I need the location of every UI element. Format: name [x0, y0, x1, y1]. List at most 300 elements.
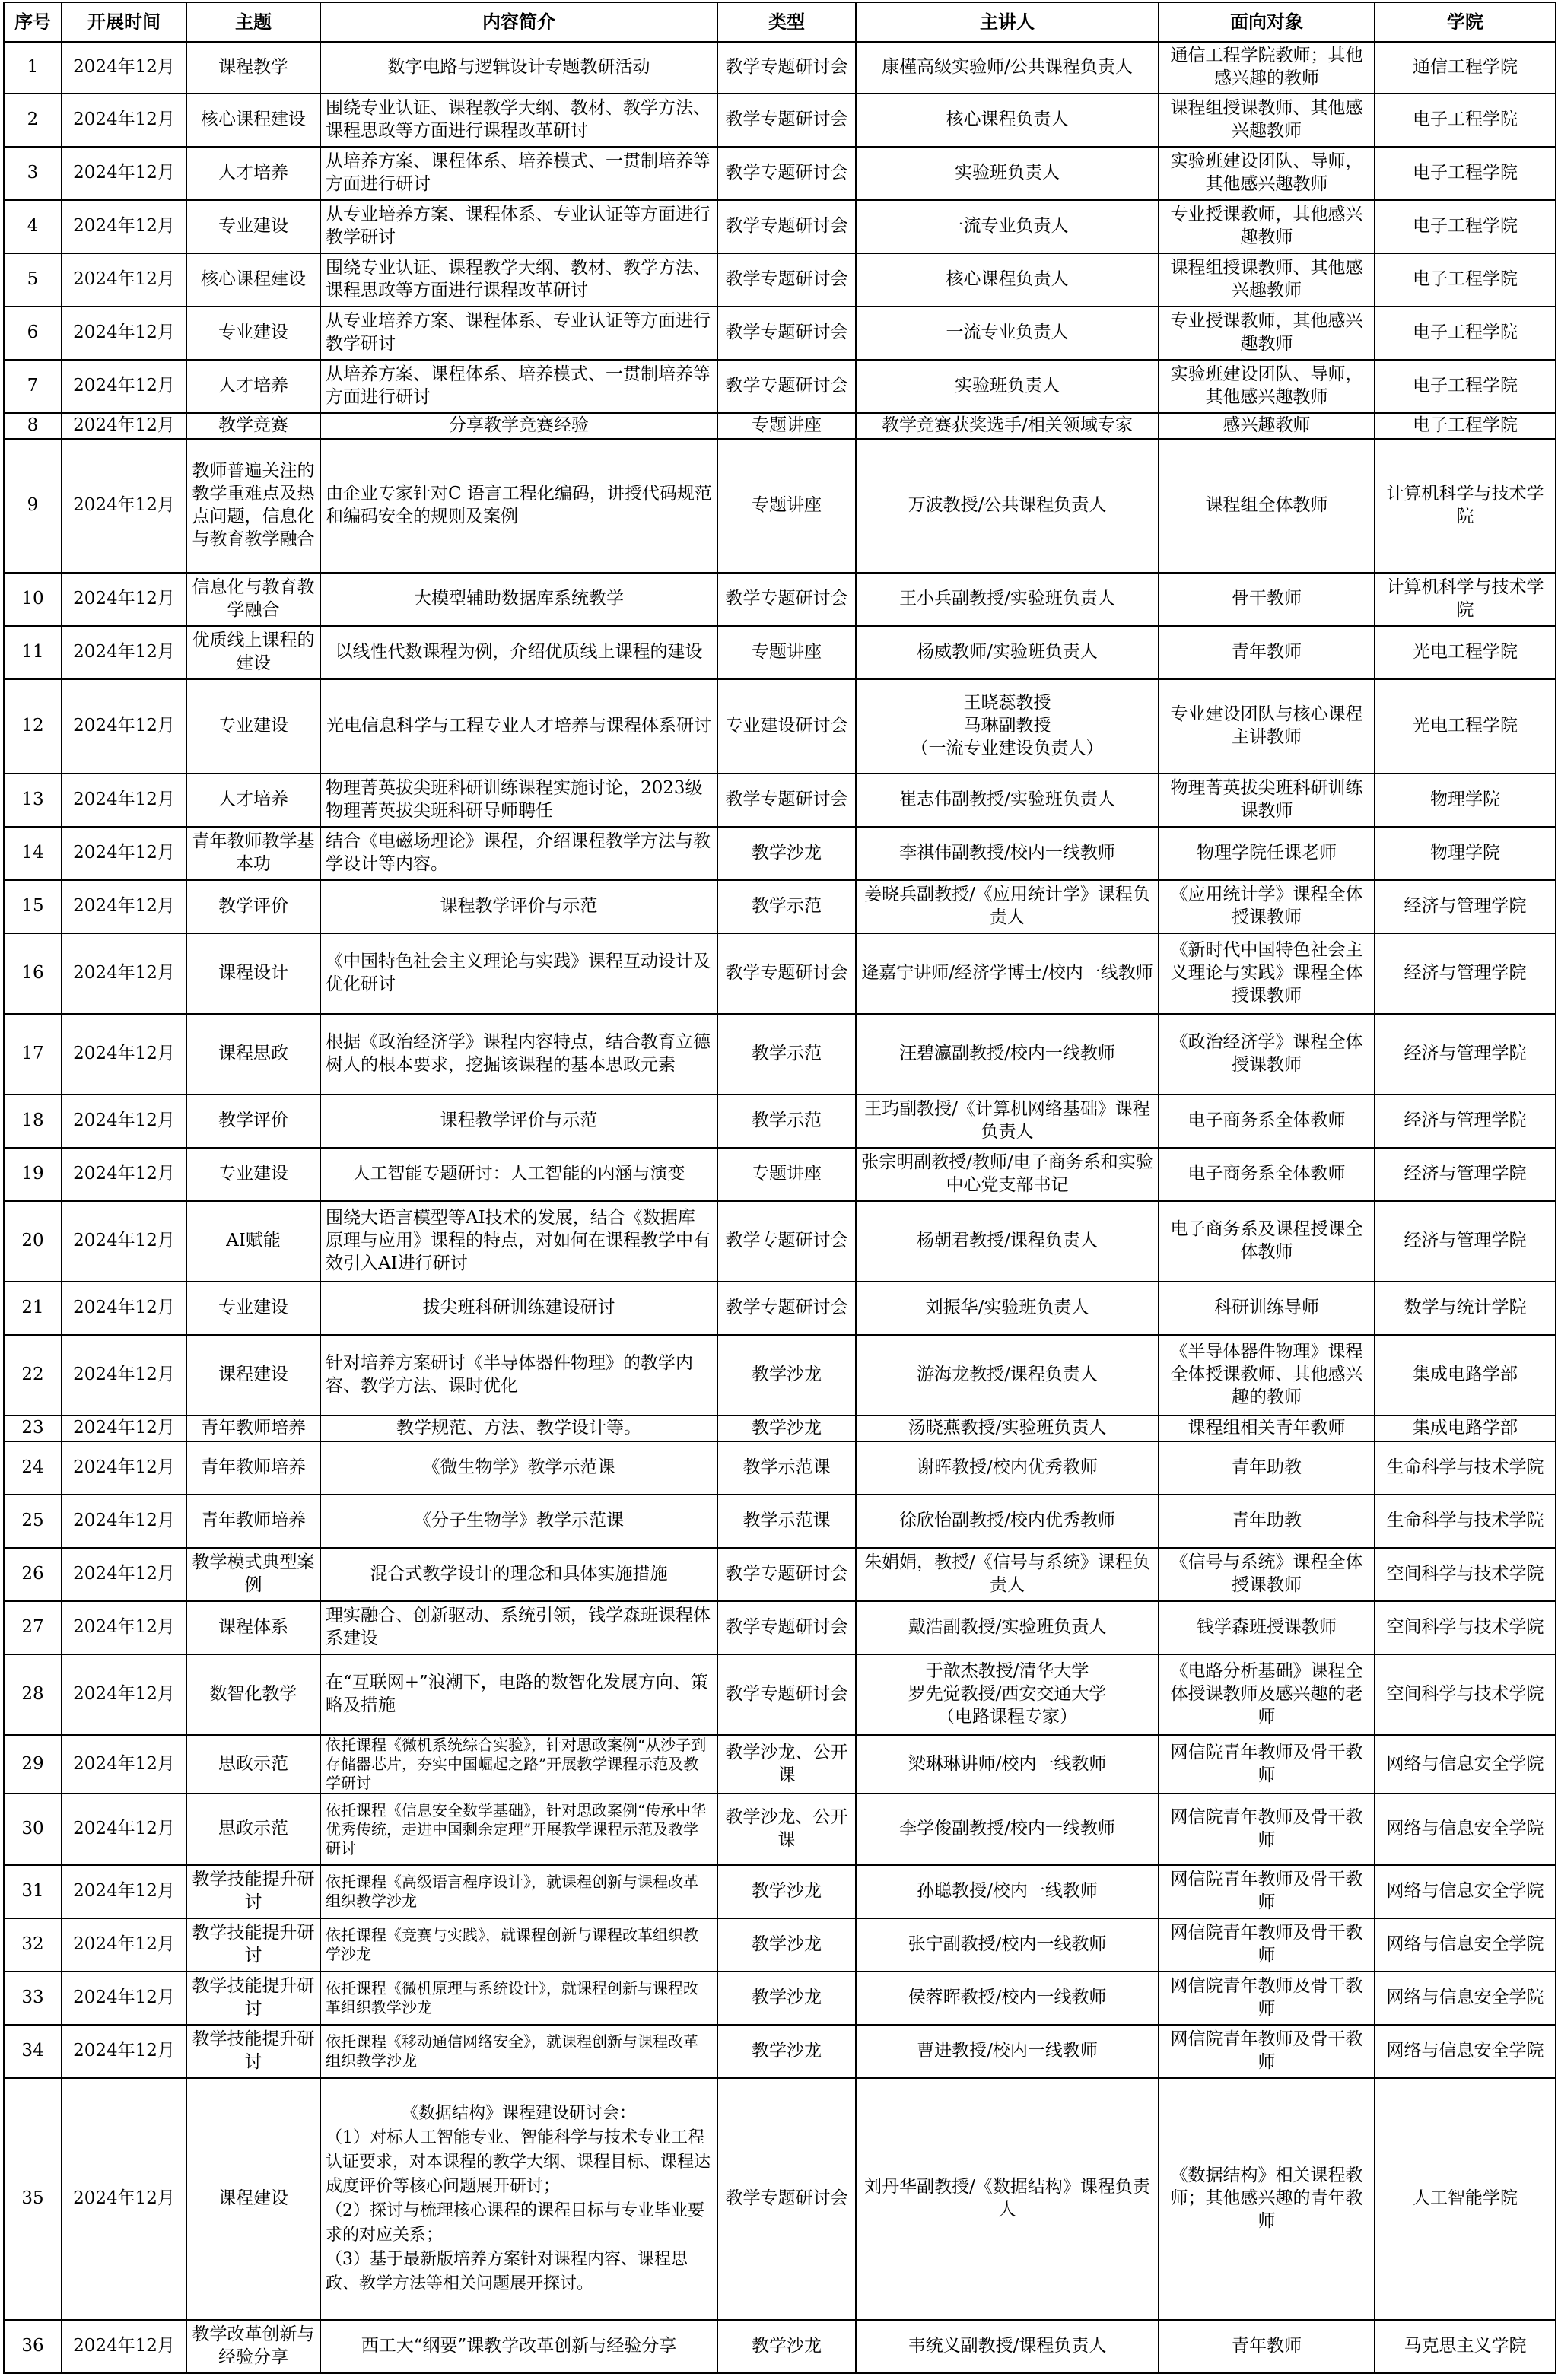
cell-school: 网络与信息安全学院 [1375, 1865, 1556, 1918]
cell-content: 分享教学竞赛经验 [320, 413, 717, 439]
cell-school: 网络与信息安全学院 [1375, 1918, 1556, 1972]
cell-type: 专题讲座 [717, 439, 856, 573]
cell-school: 经济与管理学院 [1375, 880, 1556, 933]
cell-content: 以线性代数课程为例，介绍优质线上课程的建设 [320, 626, 717, 679]
table-row [4, 1654, 1556, 1735]
cell-speaker: 万波教授/公共课程负责人 [856, 439, 1159, 573]
cell-type: 教学示范课 [717, 1495, 856, 1548]
cell-audience: 通信工程学院教师；其他感兴趣的教师 [1159, 42, 1375, 94]
cell-speaker: 孙聪教授/校内一线教师 [856, 1865, 1159, 1918]
cell-topic: 教学模式典型案例 [186, 1548, 320, 1601]
cell-audience: 电子商务系全体教师 [1159, 1148, 1375, 1201]
cell-topic: 教学技能提升研讨 [186, 1865, 320, 1918]
cell-type: 教学专题研讨会 [717, 200, 856, 253]
table-row [4, 1735, 1556, 1794]
activity-table [3, 2, 1556, 2374]
cell-school: 电子工程学院 [1375, 360, 1556, 413]
table-row [4, 827, 1556, 880]
table-body [4, 42, 1556, 2373]
cell-date: 2024年12月 [62, 42, 186, 94]
speaker-line: 于歆杰教授/清华大学 [925, 1661, 1089, 1682]
cell-topic: 课程建设 [186, 2078, 320, 2320]
cell-school: 经济与管理学院 [1375, 1014, 1556, 1095]
cell-audience: 实验班建设团队、导师，其他感兴趣教师 [1159, 360, 1375, 413]
cell-content: 混合式教学设计的理念和具体实施措施 [320, 1548, 717, 1601]
cell-topic: 优质线上课程的建设 [186, 626, 320, 679]
table-row [4, 1495, 1556, 1548]
cell-no: 18 [4, 1095, 62, 1148]
header-date: 开展时间 [62, 2, 186, 42]
cell-audience: 《半导体器件物理》课程全体授课教师、其他感兴趣的教师 [1159, 1335, 1375, 1416]
cell-content: 教学规范、方法、教学设计等。 [320, 1416, 717, 1441]
cell-speaker: 刘振华/实验班负责人 [856, 1282, 1159, 1335]
cell-content: 理实融合、创新驱动、系统引领，钱学森班课程体系建设 [320, 1601, 717, 1654]
cell-school: 光电工程学院 [1375, 679, 1556, 774]
cell-date: 2024年12月 [62, 1441, 186, 1495]
cell-content: 围绕专业认证、课程教学大纲、教材、教学方法、课程思政等方面进行课程改革研讨 [320, 253, 717, 307]
cell-speaker: 一流专业负责人 [856, 307, 1159, 360]
cell-no: 27 [4, 1601, 62, 1654]
table-row [4, 413, 1556, 439]
cell-topic: 数智化教学 [186, 1654, 320, 1735]
cell-no: 5 [4, 253, 62, 307]
cell-topic: 课程教学 [186, 42, 320, 94]
cell-type: 专题讲座 [717, 1148, 856, 1201]
cell-content: 物理菁英拔尖班科研训练课程实施讨论，2023级物理菁英拔尖班科研导师聘任 [320, 774, 717, 827]
cell-date: 2024年12月 [62, 1794, 186, 1865]
cell-school: 电子工程学院 [1375, 307, 1556, 360]
content-line: （3）基于最新版培养方案针对课程内容、课程思政、教学方法等相关问题展开探讨。 [326, 2249, 688, 2293]
table-row [4, 1148, 1556, 1201]
cell-date: 2024年12月 [62, 827, 186, 880]
cell-audience: 课程组授课教师、其他感兴趣教师 [1159, 253, 1375, 307]
cell-no: 8 [4, 413, 62, 439]
cell-topic: 信息化与教育教学融合 [186, 573, 320, 626]
cell-content [320, 2078, 717, 2320]
cell-school: 经济与管理学院 [1375, 1201, 1556, 1282]
cell-audience: 电子商务系及课程授课全体教师 [1159, 1201, 1375, 1282]
cell-school: 通信工程学院 [1375, 42, 1556, 94]
cell-date: 2024年12月 [62, 253, 186, 307]
cell-school: 经济与管理学院 [1375, 1095, 1556, 1148]
cell-school: 网络与信息安全学院 [1375, 1794, 1556, 1865]
cell-type: 教学沙龙 [717, 1918, 856, 1972]
cell-no: 14 [4, 827, 62, 880]
cell-topic: 青年教师培养 [186, 1416, 320, 1441]
header-content: 内容简介 [320, 2, 717, 42]
cell-audience: 感兴趣教师 [1159, 413, 1375, 439]
cell-no: 26 [4, 1548, 62, 1601]
cell-school: 电子工程学院 [1375, 413, 1556, 439]
cell-no: 7 [4, 360, 62, 413]
cell-date: 2024年12月 [62, 1735, 186, 1794]
cell-no: 16 [4, 933, 62, 1014]
speaker-line: 马琳副教授 [963, 716, 1051, 736]
table-row [4, 1201, 1556, 1282]
cell-date: 2024年12月 [62, 2320, 186, 2373]
cell-type: 教学沙龙 [717, 1416, 856, 1441]
cell-content: 在“互联网+”浪潮下，电路的数智化发展方向、策略及措施 [320, 1654, 717, 1735]
cell-type: 专题讲座 [717, 626, 856, 679]
cell-topic: 核心课程建设 [186, 253, 320, 307]
cell-speaker: 杨朝君教授/课程负责人 [856, 1201, 1159, 1282]
cell-no: 29 [4, 1735, 62, 1794]
cell-type: 教学专题研讨会 [717, 1654, 856, 1735]
cell-speaker: 戴浩副教授/实验班负责人 [856, 1601, 1159, 1654]
header-school: 学院 [1375, 2, 1556, 42]
cell-school: 空间科学与技术学院 [1375, 1548, 1556, 1601]
cell-no: 12 [4, 679, 62, 774]
cell-speaker: 王小兵副教授/实验班负责人 [856, 573, 1159, 626]
cell-audience: 青年助教 [1159, 1495, 1375, 1548]
cell-topic: AI赋能 [186, 1201, 320, 1282]
cell-no: 31 [4, 1865, 62, 1918]
table-row [4, 2025, 1556, 2078]
table-row [4, 2320, 1556, 2373]
cell-topic: 教学竞赛 [186, 413, 320, 439]
cell-speaker: 徐欣怡副教授/校内优秀教师 [856, 1495, 1159, 1548]
cell-audience: 网信院青年教师及骨干教师 [1159, 1865, 1375, 1918]
cell-topic: 青年教师培养 [186, 1441, 320, 1495]
cell-date: 2024年12月 [62, 1014, 186, 1095]
cell-content: 依托课程《竞赛与实践》，就课程创新与课程改革组织教学沙龙 [320, 1918, 717, 1972]
cell-audience: 《信号与系统》课程全体授课教师 [1159, 1548, 1375, 1601]
cell-content: 依托课程《移动通信网络安全》，就课程创新与课程改革组织教学沙龙 [320, 2025, 717, 2078]
cell-content: 从专业培养方案、课程体系、专业认证等方面进行教学研讨 [320, 200, 717, 253]
speaker-line: （一流专业建设负责人） [911, 738, 1104, 758]
content-line: （2）探讨与梳理核心课程的课程目标与专业毕业要求的对应关系； [326, 2201, 704, 2245]
cell-topic: 课程体系 [186, 1601, 320, 1654]
cell-school: 数学与统计学院 [1375, 1282, 1556, 1335]
cell-no: 21 [4, 1282, 62, 1335]
cell-audience: 《新时代中国特色社会主义理论与实践》课程全体授课教师 [1159, 933, 1375, 1014]
cell-topic: 教师普遍关注的教学重难点及热点问题，信息化与教育教学融合 [186, 439, 320, 573]
cell-school: 网络与信息安全学院 [1375, 2025, 1556, 2078]
cell-speaker [856, 679, 1159, 774]
content-line: （1）对标人工智能专业、智能科学与技术专业工程认证要求，对本课程的教学大纲、课程目标、课程达成度评价等核心问题展开研讨； [326, 2128, 711, 2197]
cell-content: 大模型辅助数据库系统教学 [320, 573, 717, 626]
cell-audience: 《数据结构》相关课程教师；其他感兴趣的青年教师 [1159, 2078, 1375, 2320]
cell-content: 《微生物学》教学示范课 [320, 1441, 717, 1495]
cell-speaker: 汤晓燕教授/实验班负责人 [856, 1416, 1159, 1441]
cell-type: 教学专题研讨会 [717, 1201, 856, 1282]
cell-school: 空间科学与技术学院 [1375, 1654, 1556, 1735]
cell-audience: 课程组全体教师 [1159, 439, 1375, 573]
cell-speaker: 核心课程负责人 [856, 253, 1159, 307]
cell-speaker: 实验班负责人 [856, 147, 1159, 200]
cell-speaker: 核心课程负责人 [856, 94, 1159, 147]
cell-type: 教学沙龙 [717, 1335, 856, 1416]
cell-audience: 专业建设团队与核心课程主讲教师 [1159, 679, 1375, 774]
cell-date: 2024年12月 [62, 1282, 186, 1335]
cell-date: 2024年12月 [62, 147, 186, 200]
cell-no: 20 [4, 1201, 62, 1282]
table-row [4, 1014, 1556, 1095]
cell-content: 依托课程《微机原理与系统设计》，就课程创新与课程改革组织教学沙龙 [320, 1972, 717, 2025]
cell-school: 经济与管理学院 [1375, 1148, 1556, 1201]
cell-topic: 专业建设 [186, 1282, 320, 1335]
cell-no: 33 [4, 1972, 62, 2025]
cell-no: 9 [4, 439, 62, 573]
cell-no: 2 [4, 94, 62, 147]
cell-date: 2024年12月 [62, 774, 186, 827]
cell-type: 教学沙龙 [717, 2320, 856, 2373]
header-type: 类型 [717, 2, 856, 42]
table-row [4, 1794, 1556, 1865]
cell-type: 教学专题研讨会 [717, 253, 856, 307]
cell-no: 25 [4, 1495, 62, 1548]
cell-no: 6 [4, 307, 62, 360]
cell-type: 教学专题研讨会 [717, 1548, 856, 1601]
cell-audience: 电子商务系全体教师 [1159, 1095, 1375, 1148]
cell-type: 教学沙龙 [717, 1865, 856, 1918]
cell-school: 电子工程学院 [1375, 147, 1556, 200]
cell-date: 2024年12月 [62, 1335, 186, 1416]
header-no: 序号 [4, 2, 62, 42]
cell-topic: 青年教师培养 [186, 1495, 320, 1548]
speaker-line: 罗先觉教授/西安交通大学 [908, 1684, 1107, 1705]
cell-type: 教学沙龙 [717, 1972, 856, 2025]
cell-type: 教学沙龙、公开课 [717, 1735, 856, 1794]
cell-school: 生命科学与技术学院 [1375, 1441, 1556, 1495]
cell-no: 4 [4, 200, 62, 253]
table-row [4, 1282, 1556, 1335]
cell-topic: 教学技能提升研讨 [186, 1918, 320, 1972]
cell-school: 经济与管理学院 [1375, 933, 1556, 1014]
cell-date: 2024年12月 [62, 1972, 186, 2025]
table-row [4, 1601, 1556, 1654]
cell-school: 集成电路学部 [1375, 1335, 1556, 1416]
cell-topic: 教学技能提升研讨 [186, 2025, 320, 2078]
cell-type: 教学沙龙、公开课 [717, 1794, 856, 1865]
cell-speaker: 王玙副教授/《计算机网络基础》课程负责人 [856, 1095, 1159, 1148]
cell-topic: 思政示范 [186, 1735, 320, 1794]
header-audience: 面向对象 [1159, 2, 1375, 42]
cell-content: 从培养方案、课程体系、培养模式、一贯制培养等方面进行研讨 [320, 147, 717, 200]
table-row [4, 1095, 1556, 1148]
cell-audience: 青年教师 [1159, 2320, 1375, 2373]
cell-no: 22 [4, 1335, 62, 1416]
cell-school: 人工智能学院 [1375, 2078, 1556, 2320]
table-row [4, 1441, 1556, 1495]
cell-type: 教学专题研讨会 [717, 1282, 856, 1335]
cell-no: 10 [4, 573, 62, 626]
table-row [4, 1335, 1556, 1416]
cell-content: 根据《政治经济学》课程内容特点，结合教育立德树人的根本要求，挖掘该课程的基本思政元素 [320, 1014, 717, 1095]
cell-speaker: 实验班负责人 [856, 360, 1159, 413]
cell-topic: 教学改革创新与经验分享 [186, 2320, 320, 2373]
cell-date: 2024年12月 [62, 439, 186, 573]
cell-audience: 网信院青年教师及骨干教师 [1159, 1972, 1375, 2025]
cell-content: 光电信息科学与工程专业人才培养与课程体系研讨 [320, 679, 717, 774]
cell-school: 计算机科学与技术学院 [1375, 439, 1556, 573]
table-row [4, 679, 1556, 774]
cell-no: 32 [4, 1918, 62, 1972]
cell-content: 依托课程《微机系统综合实验》，针对思政案例“从沙子到存储器芯片，夯实中国崛起之路”开展教学课程示范及教学研讨 [320, 1735, 717, 1794]
cell-school: 物理学院 [1375, 774, 1556, 827]
cell-speaker: 张宗明副教授/教师/电子商务系和实验中心党支部书记 [856, 1148, 1159, 1201]
table-row [4, 1865, 1556, 1918]
cell-speaker: 康槿高级实验师/公共课程负责人 [856, 42, 1159, 94]
cell-no: 24 [4, 1441, 62, 1495]
table-row [4, 933, 1556, 1014]
table-row [4, 1416, 1556, 1441]
cell-no: 3 [4, 147, 62, 200]
cell-type: 教学专题研讨会 [717, 307, 856, 360]
cell-topic: 专业建设 [186, 307, 320, 360]
cell-speaker: 教学竞赛获奖选手/相关领域专家 [856, 413, 1159, 439]
speaker-line: 王晓蕊教授 [963, 693, 1051, 713]
cell-content: 依托课程《信息安全数学基础》，针对思政案例“传承中华优秀传统，走进中国剩余定理”开展教学课程示范及教学研讨 [320, 1794, 717, 1865]
cell-type: 教学专题研讨会 [717, 360, 856, 413]
cell-topic: 课程建设 [186, 1335, 320, 1416]
cell-content: 《中国特色社会主义理论与实践》课程互动设计及优化研讨 [320, 933, 717, 1014]
cell-content: 拔尖班科研训练建设研讨 [320, 1282, 717, 1335]
cell-topic: 教学技能提升研讨 [186, 1972, 320, 2025]
cell-school: 集成电路学部 [1375, 1416, 1556, 1441]
table-row [4, 1918, 1556, 1972]
cell-date: 2024年12月 [62, 1654, 186, 1735]
cell-content: 从专业培养方案、课程体系、专业认证等方面进行教学研讨 [320, 307, 717, 360]
cell-speaker: 杨威教师/实验班负责人 [856, 626, 1159, 679]
cell-content: 依托课程《高级语言程序设计》，就课程创新与课程改革组织教学沙龙 [320, 1865, 717, 1918]
table-row [4, 94, 1556, 147]
cell-type: 教学专题研讨会 [717, 573, 856, 626]
cell-date: 2024年12月 [62, 880, 186, 933]
cell-audience: 钱学森班授课教师 [1159, 1601, 1375, 1654]
cell-speaker: 朱娟娟，教授/《信号与系统》课程负责人 [856, 1548, 1159, 1601]
cell-date: 2024年12月 [62, 2025, 186, 2078]
cell-audience: 物理菁英拔尖班科研训练课教师 [1159, 774, 1375, 827]
cell-audience: 网信院青年教师及骨干教师 [1159, 1735, 1375, 1794]
cell-date: 2024年12月 [62, 1865, 186, 1918]
cell-school: 网络与信息安全学院 [1375, 1735, 1556, 1794]
cell-topic: 青年教师教学基本功 [186, 827, 320, 880]
table-row [4, 774, 1556, 827]
cell-type: 教学专题研讨会 [717, 2078, 856, 2320]
cell-topic: 专业建设 [186, 679, 320, 774]
cell-type: 教学示范 [717, 880, 856, 933]
cell-speaker: 汪碧瀛副教授/校内一线教师 [856, 1014, 1159, 1095]
content-line: 《数据结构》课程建设研讨会： [401, 2104, 636, 2124]
cell-date: 2024年12月 [62, 573, 186, 626]
cell-content: 数字电路与逻辑设计专题教研活动 [320, 42, 717, 94]
cell-topic: 核心课程建设 [186, 94, 320, 147]
cell-date: 2024年12月 [62, 413, 186, 439]
cell-date: 2024年12月 [62, 360, 186, 413]
cell-audience: 课程组相关青年教师 [1159, 1416, 1375, 1441]
cell-speaker: 一流专业负责人 [856, 200, 1159, 253]
cell-school: 生命科学与技术学院 [1375, 1495, 1556, 1548]
cell-no: 19 [4, 1148, 62, 1201]
cell-topic: 思政示范 [186, 1794, 320, 1865]
cell-type: 教学专题研讨会 [717, 94, 856, 147]
table-row [4, 200, 1556, 253]
table-row [4, 1972, 1556, 2025]
cell-type: 教学专题研讨会 [717, 1601, 856, 1654]
table-row [4, 439, 1556, 573]
cell-speaker: 崔志伟副教授/实验班负责人 [856, 774, 1159, 827]
cell-date: 2024年12月 [62, 1201, 186, 1282]
cell-no: 35 [4, 2078, 62, 2320]
cell-date: 2024年12月 [62, 94, 186, 147]
cell-speaker [856, 1654, 1159, 1735]
cell-school: 物理学院 [1375, 827, 1556, 880]
cell-content: 围绕专业认证、课程教学大纲、教材、教学方法、课程思政等方面进行课程改革研讨 [320, 94, 717, 147]
speaker-line: （电路课程专家） [937, 1706, 1077, 1727]
cell-speaker: 侯蓉晖教授/校内一线教师 [856, 1972, 1159, 2025]
cell-content: 课程教学评价与示范 [320, 880, 717, 933]
cell-date: 2024年12月 [62, 1095, 186, 1148]
cell-type: 教学专题研讨会 [717, 147, 856, 200]
cell-topic: 专业建设 [186, 200, 320, 253]
cell-date: 2024年12月 [62, 2078, 186, 2320]
cell-audience: 《政治经济学》课程全体授课教师 [1159, 1014, 1375, 1095]
cell-audience: 物理学院任课老师 [1159, 827, 1375, 880]
cell-speaker: 逄嘉宁讲师/经济学博士/校内一线教师 [856, 933, 1159, 1014]
cell-speaker: 曹进教授/校内一线教师 [856, 2025, 1159, 2078]
cell-speaker: 谢晖教授/校内优秀教师 [856, 1441, 1159, 1495]
cell-date: 2024年12月 [62, 1416, 186, 1441]
cell-content: 围绕大语言模型等AI技术的发展，结合《数据库原理与应用》课程的特点，对如何在课程教学中有效引入AI进行研讨 [320, 1201, 717, 1282]
cell-date: 2024年12月 [62, 307, 186, 360]
cell-audience: 骨干教师 [1159, 573, 1375, 626]
cell-speaker: 张宁副教授/校内一线教师 [856, 1918, 1159, 1972]
table-row [4, 147, 1556, 200]
cell-school: 计算机科学与技术学院 [1375, 573, 1556, 626]
cell-date: 2024年12月 [62, 1495, 186, 1548]
table-row [4, 307, 1556, 360]
cell-speaker: 游海龙教授/课程负责人 [856, 1335, 1159, 1416]
cell-date: 2024年12月 [62, 200, 186, 253]
cell-school: 电子工程学院 [1375, 200, 1556, 253]
cell-topic: 人才培养 [186, 147, 320, 200]
cell-audience: 网信院青年教师及骨干教师 [1159, 1794, 1375, 1865]
cell-speaker: 刘丹华副教授/《数据结构》课程负责人 [856, 2078, 1159, 2320]
cell-speaker: 姜晓兵副教授/《应用统计学》课程负责人 [856, 880, 1159, 933]
table-row [4, 253, 1556, 307]
cell-audience: 课程组授课教师、其他感兴趣教师 [1159, 94, 1375, 147]
cell-no: 11 [4, 626, 62, 679]
cell-type: 教学沙龙 [717, 827, 856, 880]
cell-audience: 实验班建设团队、导师，其他感兴趣教师 [1159, 147, 1375, 200]
cell-speaker: 韦统义副教授/课程负责人 [856, 2320, 1159, 2373]
cell-type: 教学示范 [717, 1095, 856, 1148]
cell-audience: 网信院青年教师及骨干教师 [1159, 1918, 1375, 1972]
cell-date: 2024年12月 [62, 1548, 186, 1601]
cell-content: 人工智能专题研讨：人工智能的内涵与演变 [320, 1148, 717, 1201]
cell-no: 23 [4, 1416, 62, 1441]
cell-topic: 人才培养 [186, 360, 320, 413]
cell-date: 2024年12月 [62, 1601, 186, 1654]
cell-type: 教学示范 [717, 1014, 856, 1095]
cell-speaker: 李祺伟副教授/校内一线教师 [856, 827, 1159, 880]
cell-topic: 人才培养 [186, 774, 320, 827]
cell-content: 由企业专家针对C 语言工程化编码，讲授代码规范和编码安全的规则及案例 [320, 439, 717, 573]
cell-date: 2024年12月 [62, 1918, 186, 1972]
cell-content: 课程教学评价与示范 [320, 1095, 717, 1148]
cell-audience: 《应用统计学》课程全体授课教师 [1159, 880, 1375, 933]
cell-no: 34 [4, 2025, 62, 2078]
cell-school: 网络与信息安全学院 [1375, 1972, 1556, 2025]
cell-no: 15 [4, 880, 62, 933]
cell-type: 教学专题研讨会 [717, 774, 856, 827]
header-topic: 主题 [186, 2, 320, 42]
cell-no: 13 [4, 774, 62, 827]
cell-no: 30 [4, 1794, 62, 1865]
cell-no: 28 [4, 1654, 62, 1735]
cell-school: 电子工程学院 [1375, 253, 1556, 307]
